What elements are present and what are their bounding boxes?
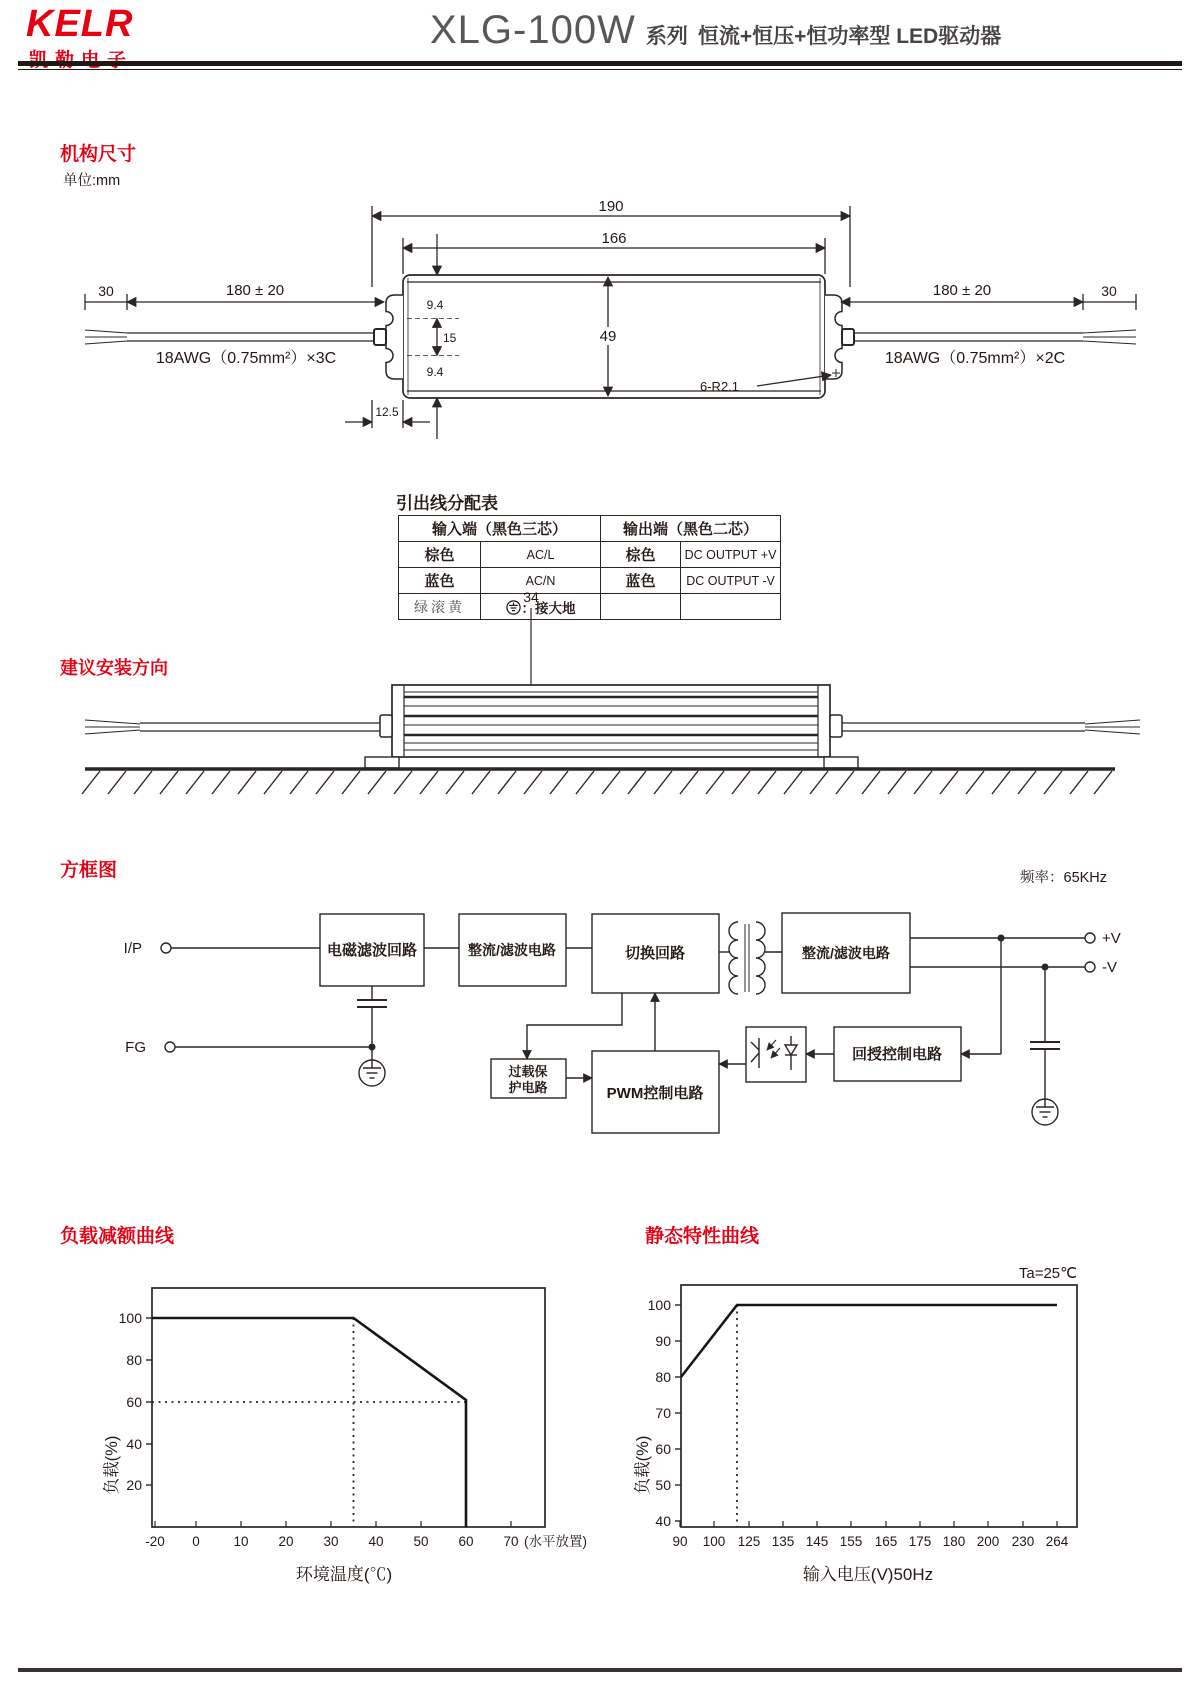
xtick: 145 — [805, 1534, 829, 1549]
xtick: 50 — [413, 1534, 429, 1549]
dim-49-label: 49 — [599, 328, 617, 345]
dim-190-label: 190 — [598, 198, 624, 215]
ytick: 80 — [126, 1352, 142, 1368]
dim-166-label: 166 — [601, 230, 627, 247]
wire-table-title: 引出线分配表 — [396, 494, 498, 513]
input-wire-label: 18AWG（0.75mm²）×3C — [155, 350, 337, 367]
model-name: XLG-100W — [430, 8, 636, 52]
ground-hatching — [82, 771, 1112, 794]
xtick: 0 — [192, 1534, 200, 1549]
xtick: -20 — [145, 1534, 165, 1549]
dim-180-left-label: 180 ± 20 — [225, 282, 285, 299]
ytick: 60 — [655, 1441, 671, 1457]
cell-input-func: AC/L — [481, 542, 601, 568]
section-heading-mechanical: 机构尺寸 — [60, 144, 137, 165]
ytick: 40 — [655, 1513, 671, 1529]
logo-brand: KELR — [26, 3, 134, 45]
cell-output-color: 蓝色 — [601, 568, 681, 594]
frequency-note: 频率：65KHz — [1020, 870, 1108, 886]
cell-output-func: DC OUTPUT -V — [681, 568, 781, 594]
terminal-fg-label: FG — [125, 1039, 146, 1056]
xtick: 10 — [233, 1534, 249, 1549]
page-title — [430, 8, 1001, 53]
cell-input-color: 蓝色 — [399, 568, 481, 594]
table-row — [399, 542, 781, 568]
junction-dot — [998, 935, 1005, 942]
dim-180-right-label: 180 ± 20 — [932, 282, 992, 299]
xtick: 100 — [702, 1534, 726, 1549]
block-overload-line2: 护电路 — [508, 1080, 548, 1095]
radius-label: 6-R2.1 — [700, 379, 740, 394]
xtick: 135 — [771, 1534, 795, 1549]
cell-input-color: 棕色 — [399, 542, 481, 568]
section-heading-block-diagram: 方框图 — [60, 860, 118, 881]
ytick: 90 — [655, 1333, 671, 1349]
xtick: 20 — [278, 1534, 294, 1549]
dim-125-label: 12.5 — [375, 405, 399, 419]
ytick: 60 — [126, 1394, 142, 1410]
xtick: 40 — [368, 1534, 384, 1549]
xaxis-title: 环境温度(℃) — [295, 1565, 393, 1584]
derating-curve — [152, 1318, 466, 1527]
ytick: 100 — [118, 1310, 142, 1326]
block-overload-line1: 过载保 — [508, 1064, 548, 1079]
cell-output-func: DC OUTPUT +V — [681, 542, 781, 568]
ytick: 20 — [126, 1477, 142, 1493]
terminal-ip-label: I/P — [123, 940, 142, 957]
dim-30-left-label: 30 — [98, 283, 114, 299]
ytick: 70 — [655, 1405, 671, 1421]
dim-94-bottom-label: 9.4 — [426, 365, 444, 379]
series-label: 系列 — [645, 25, 688, 48]
dim-15-label: 15 — [443, 331, 457, 345]
xtick: 165 — [874, 1534, 898, 1549]
xtick: 175 — [908, 1534, 932, 1549]
block-rectifier-output: 整流/滤波电路 — [802, 945, 890, 961]
unit-note: 单位:mm — [63, 173, 121, 189]
dim-34-label: 34 — [523, 589, 539, 605]
static-curve — [681, 1305, 1057, 1377]
block-switching: 切换回路 — [624, 945, 686, 962]
terminal-vplus-label: +V — [1102, 930, 1121, 947]
block-feedback-control: 回授控制电路 — [851, 1046, 943, 1063]
ytick: 50 — [655, 1477, 671, 1493]
input-header-cell: 输入端（黑色三芯） — [399, 516, 601, 542]
table-row — [399, 516, 781, 542]
xtick: 90 — [672, 1534, 688, 1549]
junction-dot — [1042, 964, 1049, 971]
block-emi-filter: 电磁滤波回路 — [326, 942, 418, 959]
ytick: 100 — [647, 1297, 671, 1313]
ytick: 40 — [126, 1436, 142, 1452]
mechanical-drawing — [55, 192, 1145, 458]
block-diagram — [80, 900, 1140, 1175]
dim-30-right-label: 30 — [1101, 283, 1117, 299]
ytick: 80 — [655, 1369, 671, 1385]
xtick: 30 — [323, 1534, 339, 1549]
title-subtitle: 恒流+恒压+恒功率型 LED驱动器 — [697, 25, 1002, 48]
section-heading-mounting: 建议安装方向 — [60, 658, 168, 678]
ground-label: ：接大地 — [521, 600, 576, 616]
xtick: 70 — [503, 1534, 519, 1549]
xtick: 155 — [839, 1534, 863, 1549]
block-pwm-control: PWM控制电路 — [606, 1085, 704, 1102]
yaxis-title: 负载(%) — [634, 1435, 652, 1495]
terminal-vminus-label: -V — [1102, 959, 1117, 976]
dim-94-top-label: 9.4 — [426, 298, 444, 312]
header-rule-thin — [18, 69, 1182, 71]
junction-dot — [369, 1044, 376, 1051]
xtick: 125 — [737, 1534, 761, 1549]
cell-input-func: AC/N — [481, 568, 601, 594]
static-chart — [620, 1265, 1140, 1610]
xtick: 264 — [1045, 1534, 1069, 1549]
header-rule-thick — [18, 61, 1182, 66]
xtick: 60 — [458, 1534, 474, 1549]
footer-rule — [18, 1668, 1182, 1672]
block-rectifier-input: 整流/滤波电路 — [468, 942, 556, 958]
xtick: 180 — [942, 1534, 966, 1549]
cell-output-color: 棕色 — [601, 542, 681, 568]
output-wire-label: 18AWG（0.75mm²）×2C — [884, 350, 1066, 367]
ta-condition: Ta=25℃ — [1018, 1265, 1077, 1282]
mounting-drawing — [55, 585, 1145, 800]
xaxis-title: 输入电压(V)50Hz — [802, 1565, 934, 1584]
section-heading-derating: 负载减额曲线 — [60, 1226, 175, 1247]
derating-chart — [90, 1265, 600, 1610]
yaxis-title: 负载(%) — [103, 1435, 121, 1495]
xtick: 230 — [1011, 1534, 1035, 1549]
xtick: 200 — [976, 1534, 1000, 1549]
section-heading-static: 静态特性曲线 — [645, 1226, 760, 1247]
xaxis-note: (水平放置) — [524, 1534, 587, 1549]
cell-ground-color: 绿滚黄 — [399, 594, 481, 620]
output-header-cell: 输出端（黑色二芯） — [601, 516, 781, 542]
